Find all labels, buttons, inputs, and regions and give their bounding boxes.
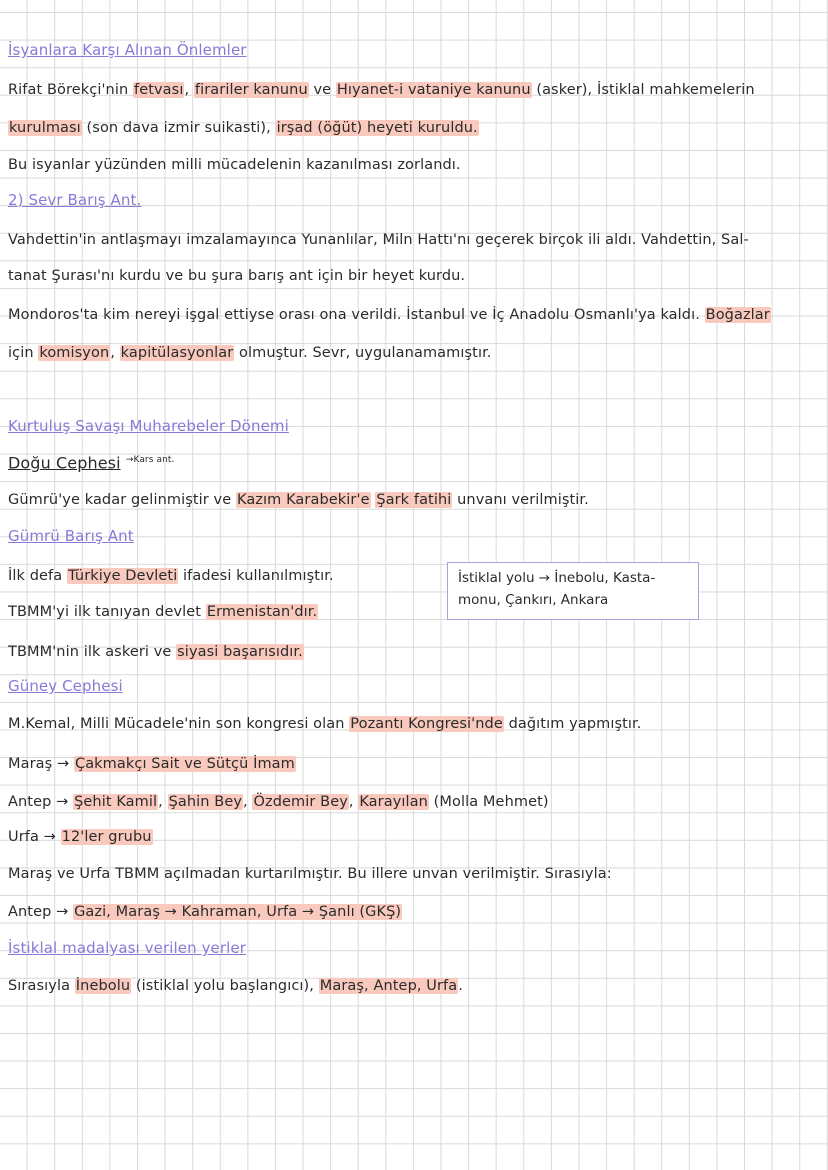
isyanlar-line-1: Rifat Börekçi'nin fetvası, firariler kanunu ve Hıyanet-i vataniye kanunu (asker), İstiklal mahkemelerin [8, 82, 755, 98]
sevr-line-3: Mondoros'ta kim nereyi işgal ettiyse orası ona verildi. İstanbul ve İç Anadolu Osmanlı'ya kaldı. Boğazlar [8, 307, 770, 323]
box-line-1: İstiklal yolu → İnebolu, Kasta- [458, 570, 656, 586]
guney-line-1: M.Kemal, Milli Mücadele'nin son kongresi olan Pozantı Kongresi'nde dağıtım yapmıştır. [8, 716, 642, 732]
istiklal-yolu-box [447, 562, 699, 620]
sevr-line-2: tanat Şurası'nı kurdu ve bu şura barış ant için bir heyet kurdu. [8, 268, 466, 284]
isyanlar-line-2: kurulması (son dava izmir suikasti), irşad (öğüt) heyeti kuruldu. [9, 120, 478, 136]
guney-antep: Antep → Şehit Kamil, Şahin Bey, Özdemir Bey, Karayılan (Molla Mehmet) [8, 794, 549, 810]
guney-maras: Maraş → Çakmakçı Sait ve Sütçü İmam [8, 756, 295, 772]
dogu-cephesi-title: Doğu Cephesi $^{\to Kars ant.}$ [8, 453, 175, 473]
guney-line-3: Antep → Gazi, Maraş → Kahraman, Urfa → Şanlı (GKŞ) [8, 904, 402, 920]
section-title-kurtulus: Kurtuluş Savaşı Muharebeler Dönemi [8, 417, 289, 435]
gumru-line-1: İlk defa Türkiye Devleti ifadesi kullanılmıştır. [8, 568, 334, 584]
istiklal-title: İstiklal madalyası verilen yerler [8, 939, 247, 957]
dogu-line-1: Gümrü'ye kadar gelinmiştir ve Kazım Karabekir'e Şark fatihi unvanı verilmiştir. [8, 492, 589, 508]
section-title-sevr: 2) Sevr Barış Ant. [8, 191, 142, 209]
guney-urfa: Urfa → 12'ler grubu [8, 829, 152, 845]
gumru-line-2: TBMM'yi ilk tanıyan devlet Ermenistan'dır. [8, 604, 318, 620]
box-line-2: monu, Çankırı, Ankara [458, 592, 609, 608]
sevr-line-1: Vahdettin'in antlaşmayı imzalamayınca Yunanlılar, Miln Hattı'nı geçerek birçok ili aldı. Vahdettin, Sal- [8, 232, 749, 248]
isyanlar-line-3: Bu isyanlar yüzünden milli mücadelenin kazanılması zorlandı. [8, 157, 461, 173]
sevr-line-4: için komisyon, kapitülasyonlar olmuştur. Sevr, uygulanamamıştır. [8, 345, 492, 361]
guney-line-2: Maraş ve Urfa TBMM açılmadan kurtarılmıştır. Bu illere unvan verilmiştir. Sırasıyla: [8, 866, 612, 882]
gumru-title: Gümrü Barış Ant [8, 527, 134, 545]
istiklal-line-1: Sırasıyla İnebolu (istiklal yolu başlangıcı), Maraş, Antep, Urfa. [8, 978, 463, 994]
section-title-isyanlar: İsyanlara Karşı Alınan Önlemler [8, 41, 247, 59]
guney-cephesi-title: Güney Cephesi [8, 677, 123, 695]
gumru-line-3: TBMM'nin ilk askeri ve siyasi başarısıdır. [8, 644, 303, 660]
